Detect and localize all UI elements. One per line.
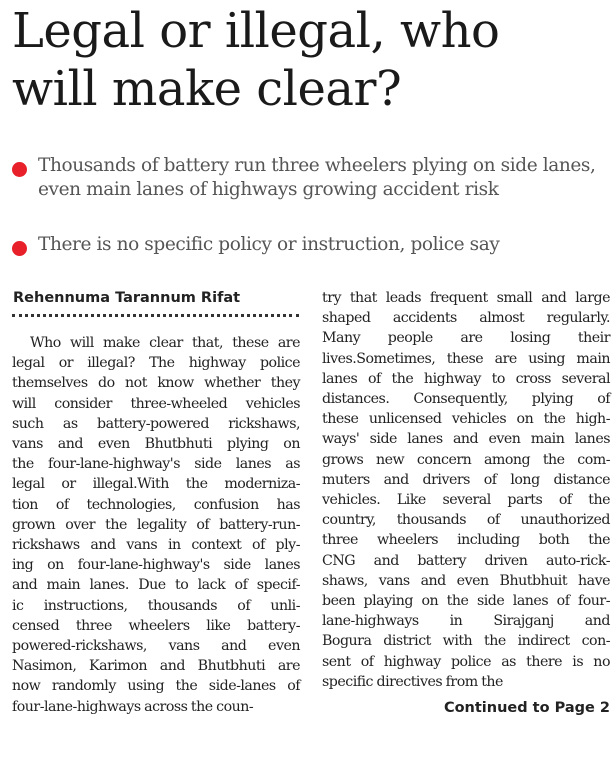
highlight-1-line-1: Thousands of battery run three wheelers plying on side lanes, [38,155,596,176]
text-line: muters and drivers of long distance [322,471,610,488]
text-line: vehicles. Like several parts of the [322,492,610,509]
text-line: CNG and battery driven auto-rick- [322,552,610,569]
byline: Rehennuma Tarannum Rifat [13,290,241,306]
text-line: Bogura district with the indirect con- [322,633,610,650]
text-line: country, thousands of unauthorized [322,512,610,529]
byline-divider [12,314,299,317]
continued-note: Continued to Page 2 [443,700,610,717]
text-line: powered-rickshaws, vans and even [12,638,300,655]
text-line: such as battery-powered rickshaws, [12,415,300,432]
text-line: shaped accidents almost regularly. [322,310,610,327]
text-line: try that leads frequent small and large [322,290,610,306]
text-line: ing on four-lane-highway's side lanes [12,557,300,574]
column-right [322,288,610,718]
text-line: themselves do not know whether they [12,375,300,392]
article-body [12,288,612,758]
text-line: will consider three-wheeled vehicles [12,395,300,412]
column-left-text [12,333,300,717]
text-line: grown over the legality of battery-run- [12,516,300,533]
text-line: sent of highway police as there is no [322,653,610,670]
highlight-2 [10,233,616,257]
column-right-text [322,288,610,692]
highlights [10,154,616,257]
text-line: the four-lane-highway's side lanes as [12,456,300,473]
highlight-1-line-2: even main lanes of highways growing accident risk [38,179,499,200]
text-line: legal or illegal? The highway police [12,355,300,372]
text-line: and main lanes. Due to lack of specif- [12,577,300,594]
text-line: three wheelers including both the [322,532,610,549]
text-line: distances. Consequently, plying of [322,391,610,408]
text-line: lane-highways in Sirajganj and [322,613,610,630]
text-line: Nasimon, Karimon and Bhutbhuti are [12,658,300,675]
highlight-2-line-1: There is no specific policy or instruction, police say [38,234,500,255]
text-line: ways' side lanes and even main lanes [322,431,610,448]
text-line: legal or illegal.With the moderniza- [12,476,300,493]
column-left [12,288,300,717]
text-line: rickshaws and vans in context of ply- [12,537,300,554]
text-line: lives.Sometimes, these are using main [322,350,610,367]
text-line: four-lane-highways across the coun- [12,698,254,715]
headline-line-1: Legal or illegal, who [12,3,500,59]
text-line: ic instructions, thousands of unli- [12,597,300,614]
bullet-dot-icon [12,162,27,177]
text-line: Who will make clear that, these are [30,335,300,351]
highlight-1 [10,154,616,202]
text-line: tion of technologies, confusion has [12,496,300,513]
text-line: now randomly using the side-lanes of [12,678,300,695]
text-line: grows new concern among the com- [322,451,610,468]
text-line: shaws, vans and even Bhutbhuit have [322,572,610,589]
bullet-dot-icon [12,241,27,256]
text-line: lanes of the highway to cross several [322,370,610,387]
headline [12,2,612,118]
headline-line-2: will make clear? [12,61,402,117]
text-line: specific directives from the [322,673,503,690]
text-line: vans and even Bhutbhuti plying on [12,436,300,453]
text-line: Many people are losing their [322,330,610,347]
text-line: censed three wheelers like battery- [12,617,300,634]
text-line: these unlicensed vehicles on the high- [322,411,610,428]
text-line: been playing on the side lanes of four- [322,593,610,610]
